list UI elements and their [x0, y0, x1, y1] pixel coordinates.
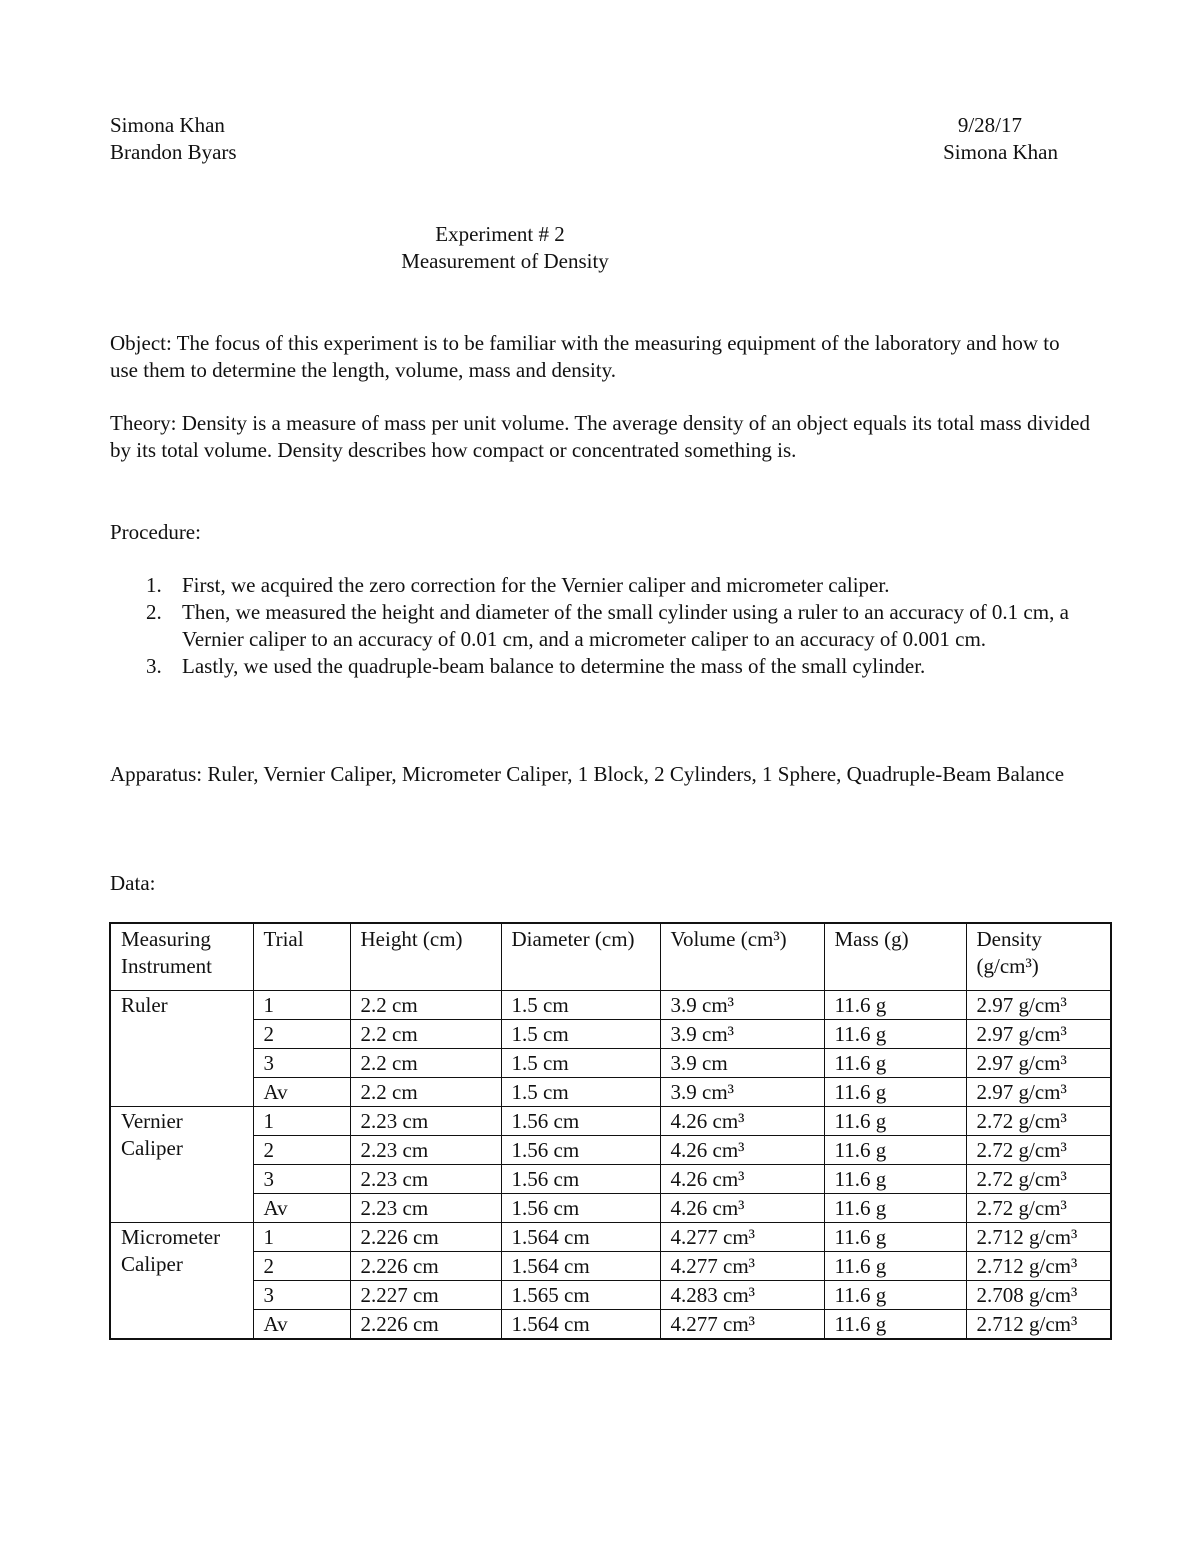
- procedure-heading: Procedure:: [110, 520, 201, 544]
- table-row: [110, 1049, 1111, 1078]
- theory-paragraph: Theory: Density is a measure of mass per unit volume. The average density of an object equals its total mass divided by its total volume. Density describes how compact or concentrated something is.: [110, 411, 1090, 462]
- table-cell: 1.56 cm: [501, 1194, 660, 1223]
- table-cell: 2.97 g/cm³: [966, 1078, 1111, 1107]
- data-heading: Data:: [110, 871, 156, 895]
- table-row: [110, 1136, 1111, 1165]
- table-cell: 2.708 g/cm³: [966, 1281, 1111, 1310]
- table-row: [110, 1194, 1111, 1223]
- column-header: Volume (cm³): [660, 923, 824, 991]
- table-cell: 1.564 cm: [501, 1223, 660, 1252]
- column-header: Trial: [253, 923, 350, 991]
- table-cell: 1.56 cm: [501, 1165, 660, 1194]
- table-row: [110, 1078, 1111, 1107]
- table-cell: 1.564 cm: [501, 1310, 660, 1340]
- apparatus-paragraph: Apparatus: Ruler, Vernier Caliper, Micrometer Caliper, 1 Block, 2 Cylinders, 1 Sphere, Quadruple-Beam Balance: [110, 762, 1065, 786]
- table-cell: 3.9 cm³: [660, 991, 824, 1020]
- table-cell: 3: [253, 1281, 350, 1310]
- table-cell: 2.2 cm: [350, 1020, 501, 1049]
- table-cell: 3.9 cm³: [660, 1020, 824, 1049]
- step-text: First, we acquired the zero correction for the Vernier caliper and micrometer caliper.: [182, 573, 890, 597]
- table-row: [110, 1281, 1111, 1310]
- table-cell: 2.226 cm: [350, 1252, 501, 1281]
- table-cell: 4.283 cm³: [660, 1281, 824, 1310]
- table-cell: 2: [253, 1136, 350, 1165]
- table-cell: 1.56 cm: [501, 1107, 660, 1136]
- table-cell: 4.277 cm³: [660, 1310, 824, 1340]
- instrument-cell: Ruler: [110, 991, 253, 1107]
- table-cell: 2.72 g/cm³: [966, 1107, 1111, 1136]
- table-cell: 11.6 g: [824, 1252, 966, 1281]
- table-cell: 3.9 cm³: [660, 1078, 824, 1107]
- table-cell: 11.6 g: [824, 991, 966, 1020]
- procedure-step: [110, 599, 1090, 653]
- table-cell: 2.97 g/cm³: [966, 1049, 1111, 1078]
- table-cell: 2.23 cm: [350, 1136, 501, 1165]
- report-date: 9/28/17: [957, 113, 1022, 137]
- column-header: Measuring Instrument: [110, 923, 253, 991]
- table-cell: 1.5 cm: [501, 1078, 660, 1107]
- table-row: [110, 1310, 1111, 1340]
- table-cell: 4.26 cm³: [660, 1136, 824, 1165]
- table-cell: 4.26 cm³: [660, 1107, 824, 1136]
- step-number: 2.: [146, 600, 162, 624]
- table-cell: Av: [253, 1078, 350, 1107]
- table-cell: 2.227 cm: [350, 1281, 501, 1310]
- table-cell: 1.5 cm: [501, 1020, 660, 1049]
- table-cell: 2.72 g/cm³: [966, 1194, 1111, 1223]
- table-cell: 2: [253, 1252, 350, 1281]
- table-cell: 2.2 cm: [350, 1078, 501, 1107]
- table-header-row: [110, 923, 1111, 991]
- table-cell: 2.712 g/cm³: [966, 1310, 1111, 1340]
- column-header: Density (g/cm³): [966, 923, 1111, 991]
- column-header: Mass (g): [824, 923, 966, 991]
- table-cell: 3: [253, 1165, 350, 1194]
- table-row: [110, 1252, 1111, 1281]
- table-cell: 1.5 cm: [501, 991, 660, 1020]
- step-number: 1.: [146, 573, 162, 597]
- table-cell: 1.564 cm: [501, 1252, 660, 1281]
- table-cell: 11.6 g: [824, 1281, 966, 1310]
- procedure-step: [110, 572, 1090, 599]
- table-cell: 11.6 g: [824, 1136, 966, 1165]
- table-cell: 1.565 cm: [501, 1281, 660, 1310]
- table-cell: 2.226 cm: [350, 1310, 501, 1340]
- step-text: Lastly, we used the quadruple-beam balance to determine the mass of the small cylinder.: [182, 654, 926, 678]
- table-cell: 1.56 cm: [501, 1136, 660, 1165]
- author-name-2: Brandon Byars: [110, 140, 237, 164]
- column-header: Diameter (cm): [501, 923, 660, 991]
- table-cell: 11.6 g: [824, 1310, 966, 1340]
- table-cell: 2.712 g/cm³: [966, 1223, 1111, 1252]
- table-cell: 2.23 cm: [350, 1194, 501, 1223]
- procedure-list: [110, 572, 1090, 680]
- table-cell: 2.97 g/cm³: [966, 1020, 1111, 1049]
- author-name-1: Simona Khan: [110, 113, 225, 137]
- table-cell: 11.6 g: [824, 1049, 966, 1078]
- table-row: [110, 1223, 1111, 1252]
- step-number: 3.: [146, 654, 162, 678]
- table-cell: 2.226 cm: [350, 1223, 501, 1252]
- table-cell: 1.5 cm: [501, 1049, 660, 1078]
- table-cell: 2.2 cm: [350, 991, 501, 1020]
- object-paragraph: Object: The focus of this experiment is to be familiar with the measuring equipment of the laboratory and how to use them to determine the length, volume, mass and density.: [110, 331, 1060, 382]
- table-row: [110, 1165, 1111, 1194]
- table-cell: Av: [253, 1194, 350, 1223]
- table-cell: 1: [253, 991, 350, 1020]
- table-cell: 2.72 g/cm³: [966, 1165, 1111, 1194]
- table-cell: 3.9 cm: [660, 1049, 824, 1078]
- table-row: [110, 1107, 1111, 1136]
- table-cell: 2.23 cm: [350, 1107, 501, 1136]
- table-cell: 4.277 cm³: [660, 1223, 824, 1252]
- instrument-cell: Vernier Caliper: [110, 1107, 253, 1223]
- table-cell: 11.6 g: [824, 1165, 966, 1194]
- step-text: Then, we measured the height and diameter of the small cylinder using a ruler to an accuracy of 0.1 cm, a Vernier caliper to an accuracy of 0.01 cm, and a micrometer caliper to an accuracy of 0.001 cm.: [182, 600, 1069, 651]
- table-cell: 11.6 g: [824, 1107, 966, 1136]
- table-cell: 11.6 g: [824, 1078, 966, 1107]
- table-cell: 2.72 g/cm³: [966, 1136, 1111, 1165]
- table-cell: 4.26 cm³: [660, 1165, 824, 1194]
- table-cell: 4.277 cm³: [660, 1252, 824, 1281]
- table-row: [110, 991, 1111, 1020]
- procedure-step: [110, 653, 1090, 680]
- table-row: [110, 1020, 1111, 1049]
- table-cell: 11.6 g: [824, 1020, 966, 1049]
- report-author: Simona Khan: [943, 140, 1058, 164]
- instrument-cell: Micrometer Caliper: [110, 1223, 253, 1340]
- experiment-title: Measurement of Density: [401, 249, 609, 273]
- experiment-number: Experiment # 2: [435, 222, 565, 246]
- table-cell: 11.6 g: [824, 1194, 966, 1223]
- table-cell: 2.712 g/cm³: [966, 1252, 1111, 1281]
- table-cell: 4.26 cm³: [660, 1194, 824, 1223]
- table-cell: Av: [253, 1310, 350, 1340]
- table-cell: 2: [253, 1020, 350, 1049]
- table-cell: 1: [253, 1223, 350, 1252]
- table-cell: 1: [253, 1107, 350, 1136]
- table-cell: 11.6 g: [824, 1223, 966, 1252]
- column-header: Height (cm): [350, 923, 501, 991]
- table-cell: 2.23 cm: [350, 1165, 501, 1194]
- data-table: [109, 922, 1112, 1340]
- table-cell: 3: [253, 1049, 350, 1078]
- table-cell: 2.2 cm: [350, 1049, 501, 1078]
- table-cell: 2.97 g/cm³: [966, 991, 1111, 1020]
